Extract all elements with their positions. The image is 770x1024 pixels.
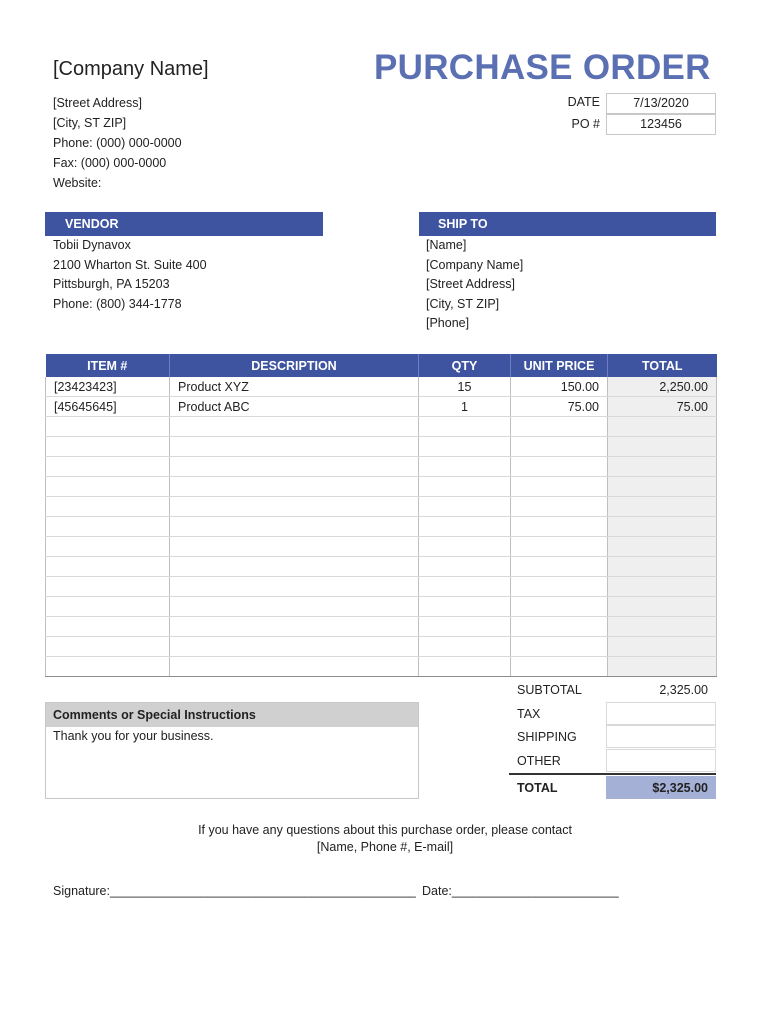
table-row [46, 557, 717, 577]
phone: Phone: (000) 000-0000 [53, 136, 182, 150]
vendor-block [53, 236, 207, 314]
unit-price-cell[interactable] [511, 657, 608, 677]
table-row [46, 477, 717, 497]
unit-price-cell[interactable]: 75.00 [511, 397, 608, 417]
subtotal-label: SUBTOTAL [517, 683, 582, 697]
item-number-cell[interactable] [46, 417, 170, 437]
qty-cell[interactable] [419, 557, 511, 577]
other-field[interactable] [606, 749, 716, 772]
description-cell[interactable] [170, 617, 419, 637]
unit-price-cell[interactable] [511, 577, 608, 597]
table-row [46, 437, 717, 457]
ship-to-name: [Name] [426, 238, 467, 252]
line-total-cell [608, 477, 717, 497]
item-number-cell[interactable] [46, 497, 170, 517]
description-cell[interactable] [170, 597, 419, 617]
item-number-cell[interactable]: [45645645] [46, 397, 170, 417]
table-row [46, 497, 717, 517]
table-row [46, 597, 717, 617]
website: Website: [53, 176, 102, 190]
item-number-cell[interactable] [46, 457, 170, 477]
line-total-cell [608, 597, 717, 617]
fax: Fax: (000) 000-0000 [53, 156, 167, 170]
table-row [46, 537, 717, 557]
line-total-cell [608, 657, 717, 677]
signature-date-line[interactable]: Date:________________________ [422, 884, 619, 898]
unit-price-cell[interactable] [511, 537, 608, 557]
vendor-heading: VENDOR [45, 212, 323, 236]
po-label: PO # [571, 117, 600, 131]
item-number-cell[interactable] [46, 557, 170, 577]
ship-to-street: [Street Address] [426, 277, 515, 292]
unit-price-cell[interactable] [511, 597, 608, 617]
description-cell[interactable] [170, 517, 419, 537]
qty-cell[interactable] [419, 517, 511, 537]
shipping-field[interactable] [606, 725, 716, 748]
col-qty-header: QTY [419, 354, 511, 377]
line-total-cell [608, 537, 717, 557]
po-value[interactable]: 123456 [606, 114, 716, 135]
qty-cell[interactable]: 15 [419, 377, 511, 397]
unit-price-cell[interactable] [511, 437, 608, 457]
line-total-cell [608, 557, 717, 577]
description-cell[interactable]: Product XYZ [170, 377, 419, 397]
qty-cell[interactable] [419, 617, 511, 637]
tax-field[interactable] [606, 702, 716, 725]
contact-line-2: [Name, Phone #, E-mail] [316, 840, 454, 854]
table-row [46, 617, 717, 637]
qty-cell[interactable] [419, 437, 511, 457]
ship-to-city: [City, ST ZIP] [426, 296, 500, 311]
description-cell[interactable] [170, 577, 419, 597]
item-number-cell[interactable] [46, 437, 170, 457]
item-number-cell[interactable] [46, 617, 170, 637]
item-number-cell[interactable] [46, 577, 170, 597]
qty-cell[interactable] [419, 637, 511, 657]
line-total-cell [608, 457, 717, 477]
company-address [53, 93, 182, 193]
unit-price-cell[interactable]: 150.00 [511, 377, 608, 397]
vendor-name: Tobii Dynavox [53, 238, 131, 252]
description-cell[interactable] [170, 437, 419, 457]
line-total-cell [608, 497, 717, 517]
document-title: PURCHASE ORDER [374, 48, 711, 87]
line-total-cell [608, 437, 717, 457]
ship-to-phone: [Phone] [426, 316, 470, 331]
unit-price-cell[interactable] [511, 457, 608, 477]
line-total-cell [608, 617, 717, 637]
city-state-zip: [City, ST ZIP] [53, 116, 127, 130]
qty-cell[interactable] [419, 477, 511, 497]
contact-line-1: If you have any questions about this purchase order, please contact [198, 823, 572, 837]
col-total-header: TOTAL [608, 354, 717, 377]
subtotal-value: 2,325.00 [659, 683, 708, 697]
table-row [46, 577, 717, 597]
qty-cell[interactable] [419, 657, 511, 677]
ship-to-block [426, 236, 523, 334]
vendor-street: 2100 Wharton St. Suite 400 [53, 257, 207, 272]
tax-label: TAX [517, 707, 541, 721]
unit-price-cell[interactable] [511, 517, 608, 537]
table-row [46, 637, 717, 657]
total-label: TOTAL [517, 781, 558, 795]
vendor-phone: Phone: (800) 344-1778 [53, 296, 182, 311]
item-number-cell[interactable] [46, 517, 170, 537]
description-cell[interactable] [170, 477, 419, 497]
comments-box[interactable] [45, 702, 419, 799]
table-header-row [46, 354, 717, 377]
date-value[interactable]: 7/13/2020 [606, 93, 716, 114]
table-row [46, 397, 717, 417]
vendor-city: Pittsburgh, PA 15203 [53, 277, 170, 292]
line-total-cell [608, 577, 717, 597]
qty-cell[interactable] [419, 457, 511, 477]
description-cell[interactable] [170, 557, 419, 577]
date-label: DATE [567, 95, 600, 109]
qty-cell[interactable] [419, 577, 511, 597]
comments-text[interactable]: Thank you for your business. [53, 729, 214, 743]
col-unit-price-header: UNIT PRICE [511, 354, 608, 377]
table-row [46, 417, 717, 437]
company-name: [Company Name] [53, 58, 209, 80]
unit-price-cell[interactable] [511, 557, 608, 577]
item-number-cell[interactable] [46, 597, 170, 617]
description-cell[interactable] [170, 497, 419, 517]
line-total-cell [608, 517, 717, 537]
line-total-cell [608, 637, 717, 657]
shipping-label: SHIPPING [517, 730, 577, 744]
qty-cell[interactable] [419, 497, 511, 517]
signature-line[interactable]: Signature:____________________________________________ [53, 884, 416, 898]
total-divider [509, 773, 716, 775]
other-label: OTHER [517, 754, 561, 768]
item-number-cell[interactable] [46, 537, 170, 557]
line-total-cell: 2,250.00 [608, 377, 717, 397]
line-total-cell [608, 417, 717, 437]
item-number-cell[interactable] [46, 657, 170, 677]
description-cell[interactable] [170, 417, 419, 437]
item-number-cell[interactable] [46, 637, 170, 657]
table-row [46, 377, 717, 397]
col-description-header: DESCRIPTION [170, 354, 419, 377]
ship-to-company: [Company Name] [426, 257, 524, 272]
description-cell[interactable] [170, 657, 419, 677]
unit-price-cell[interactable] [511, 497, 608, 517]
contact-note [0, 822, 770, 856]
table-row [46, 457, 717, 477]
qty-cell[interactable] [419, 597, 511, 617]
total-value: $2,325.00 [652, 781, 708, 795]
unit-price-cell[interactable] [511, 617, 608, 637]
item-number-cell[interactable]: [23423423] [46, 377, 170, 397]
table-row [46, 517, 717, 537]
col-item-header: ITEM # [46, 354, 170, 377]
unit-price-cell[interactable] [511, 477, 608, 497]
table-row [46, 657, 717, 677]
line-items-table [45, 354, 717, 677]
line-total-cell: 75.00 [608, 397, 717, 417]
qty-cell[interactable]: 1 [419, 397, 511, 417]
description-cell[interactable] [170, 537, 419, 557]
item-number-cell[interactable] [46, 477, 170, 497]
unit-price-cell[interactable] [511, 637, 608, 657]
description-cell[interactable] [170, 637, 419, 657]
ship-to-heading: SHIP TO [419, 212, 716, 236]
description-cell[interactable]: Product ABC [170, 397, 419, 417]
comments-heading: Comments or Special Instructions [46, 703, 418, 727]
description-cell[interactable] [170, 457, 419, 477]
street-address: [Street Address] [53, 96, 142, 110]
qty-cell[interactable] [419, 537, 511, 557]
qty-cell[interactable] [419, 417, 511, 437]
unit-price-cell[interactable] [511, 417, 608, 437]
